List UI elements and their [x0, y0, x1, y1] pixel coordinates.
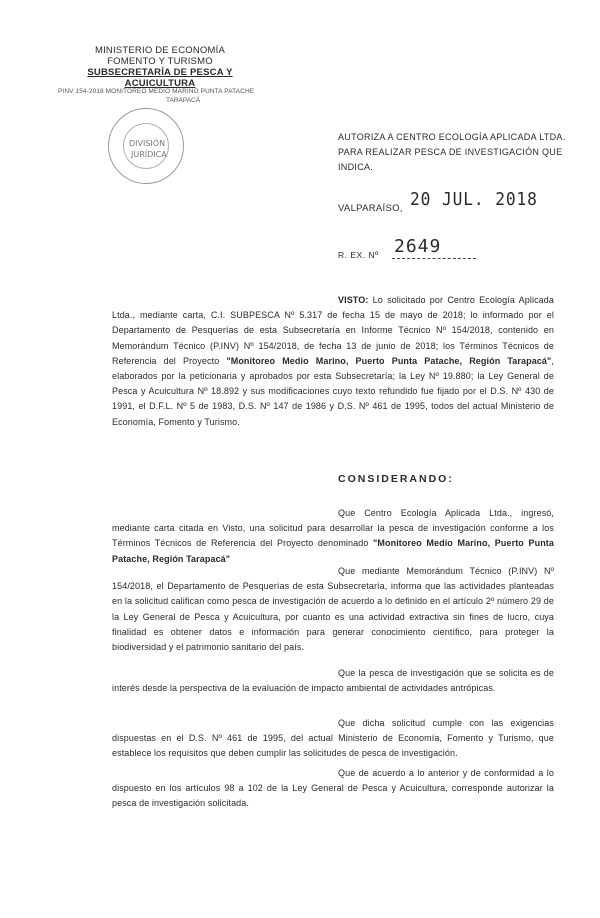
considerando-heading: CONSIDERANDO: — [338, 473, 454, 485]
letterhead — [60, 45, 260, 89]
visto-text-b: , elaborados por la peticionaria y aprobados por esta Subsecretaría; la Ley Nº 19.880; la Ley General de Pesca y Acuicultura Nº 18.892 y sus modificaciones cuyo texto refundido fue fijado por el D.S. Nº 430 de 1991, el D.F.L. Nº 5 de 1983, D.S. Nº 147 de 1986 y D.S. Nº 461 de 1995, todos del actual Ministerio de Economía, Fomento y Turismo. — [112, 355, 554, 427]
reference-code: PINV 154-2018 MONITOREO MEDIO MARINO PUNTA PATACHE — [58, 88, 255, 95]
subsecretaria-name: SUBSECRETARÍA DE PESCA Y ACUICULTURA — [87, 67, 233, 89]
division-stamp — [108, 108, 184, 184]
resolution-number-label: R. EX. Nº — [338, 250, 379, 260]
resolution-number: 2649 — [394, 236, 442, 257]
stamp-text-division: DIVISIÓN — [129, 139, 166, 148]
p1-project-name: "Monitoreo Medio Marino, Puerto Punta Patache, Región Tarapacá" — [112, 538, 554, 564]
considerando-paragraph-5: Que de acuerdo a lo anterior y de conformidad a lo dispuesto en los artículos 98 a 102 de la Ley General de Pesca y Acuicultura, corresponde autorizar la pesca de investigación solicitada. — [112, 768, 554, 809]
visto-project-name: "Monitoreo Medio Marino, Puerto Punta Patache, Región Tarapacá" — [226, 355, 552, 366]
ministry-name: MINISTERIO DE ECONOMÍA — [94, 45, 226, 56]
reference-region: TARAPACÁ — [166, 97, 201, 104]
resolution-date: 20 JUL. 2018 — [410, 189, 538, 210]
resolution-subject: AUTORIZA A CENTRO ECOLOGÍA APLICADA LTDA. PARA REALIZAR PESCA DE INVESTIGACIÓN QUE INDICA. — [338, 132, 566, 172]
place-label: VALPARAÍSO, — [338, 203, 403, 214]
visto-label: VISTO: — [338, 295, 369, 305]
resolution-number-underline — [392, 258, 476, 259]
visto-text-a: Lo solicitado por Centro Ecología Aplicada Ltda., mediante carta, C.I. SUBPESCA Nº 5.317 de fecha 15 de mayo de 2018; lo informado por el Departamento de Pesquerías de esta Subsecretaría en Informe Técnico Nº 154/2018, contenido en Memorándum Técnico (P.INV) Nº 154/2018, de fecha 13 de junio de 2018; los Términos Técnicos de Referencia del Proyecto — [112, 295, 554, 366]
stamp-text-juridica: JURÍDICA — [131, 150, 167, 159]
considerando-paragraph-2: Que mediante Memorándum Técnico (P.INV) Nº 154/2018, el Departamento de Pesquerías de esta Subsecretaría, informa que las actividades planteadas en la solicitud califican como pesca de investigación de acuerdo a lo definido en el artículo 2º número 29 de la Ley General de Pesca y Acuicultura, por cuanto es una actividad extractiva sin fines de lucro, cuya finalidad es obtener datos e información para generar conocimiento científico, para proteger la biodiversidad y el patrimonio sanitario del país. — [112, 566, 554, 653]
considerando-paragraph-4: Que dicha solicitud cumple con las exigencias dispuestas en el D.S. Nº 461 de 1995, del actual Ministerio de Economía, Fomento y Turismo, que establece los requisitos que deben cumplir las solicitudes de pesca de investigación. — [112, 718, 554, 759]
visto-paragraph — [112, 293, 554, 430]
considerando-paragraph-3: Que la pesca de investigación que se solicita es de interés desde la perspectiva de la evaluación de impacto ambiental de actividades antrópicas. — [112, 668, 554, 694]
p1-text: Que Centro Ecología Aplicada Ltda., ingresó, mediante carta citada en Visto, una solicitud para desarrollar la pesca de investigación conforme a los Términos Técnicos de Referencia del Proyecto denominado — [112, 508, 554, 549]
ministry-subtitle: FOMENTO Y TURISMO — [107, 56, 213, 67]
considerando-paragraph-1 — [112, 506, 554, 567]
